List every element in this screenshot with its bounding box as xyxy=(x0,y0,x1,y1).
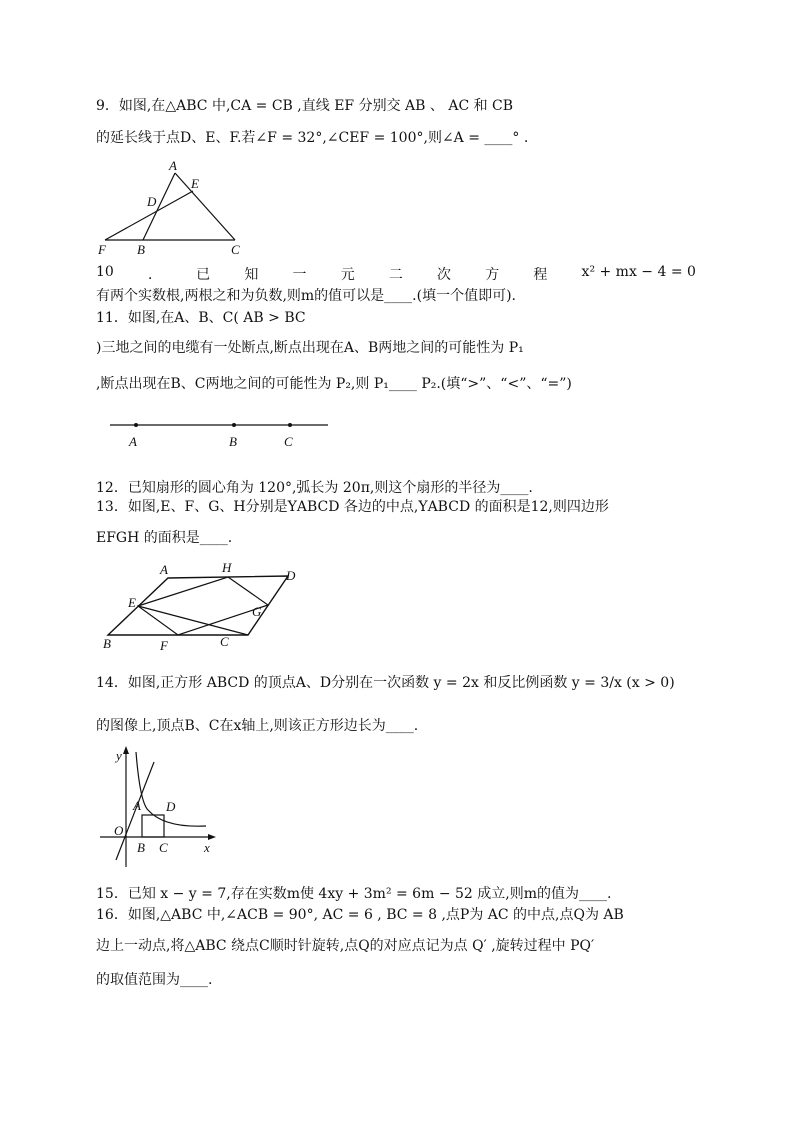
q10-word: 二 xyxy=(388,267,403,283)
q14-line-2: 的图像上,顶点B、C在x轴上,则该正方形边长为____. xyxy=(96,718,419,734)
q13-label-d: D xyxy=(286,568,296,583)
q9-line-1: 9．如图,在△ABC 中,CA = CB ,直线 EF 分别交 AB 、 AC 和 CB xyxy=(96,98,514,114)
q9-line-2: 的延长线于点D、E、F.若∠F = 32°,∠CEF = 100°,则∠A = ____° . xyxy=(96,130,529,146)
q11-line-3: ,断点出现在B、C两地之间的可能性为 P₂,则 P₁____ P₂.(填“>”、“<”、“=”) xyxy=(96,376,572,392)
q14-label-o: O xyxy=(114,823,124,838)
q10-word: 一 xyxy=(292,267,307,283)
q16-line-2: 边上一动点,将△ABC 绕点C顺时针旋转,点Q的对应点记为点 Q′ ,旋转过程中 PQ′ xyxy=(96,938,595,954)
q9-label-d: D xyxy=(147,194,157,209)
q13-label-g: G xyxy=(252,604,262,619)
q14-line-1: 14．如图,正方形 ABCD 的顶点A、D分别在一次函数 y = 2x 和反比例函数 y = 3/x (x > 0) xyxy=(96,675,675,691)
q11-label-b: B xyxy=(229,434,237,449)
q10-word: 程 xyxy=(533,267,548,283)
q9-triangle-figure xyxy=(95,158,255,258)
q14-label-b: B xyxy=(137,840,145,855)
q14-label-y: y xyxy=(116,748,122,763)
q16-line-1: 16．如图,△ABC 中,∠ACB = 90°, AC = 6 , BC = 8 ,点P为 AC 的中点,点Q为 AB xyxy=(96,907,624,923)
q13-line-2: EFGH 的面积是____. xyxy=(96,530,233,546)
q9-label-c: C xyxy=(231,242,240,257)
q10-word: 方 xyxy=(485,267,500,283)
q13-label-c: C xyxy=(220,634,229,649)
q10-word: ． xyxy=(148,267,162,283)
q14-label-c: C xyxy=(159,840,168,855)
q13-label-e: E xyxy=(128,595,136,610)
q13-label-a: A xyxy=(160,562,168,577)
q10-equation: x² + mx − 4 = 0 xyxy=(581,264,696,280)
q9-label-e: E xyxy=(191,176,199,191)
q10-line-1 xyxy=(96,264,696,284)
q13-label-h: H xyxy=(222,560,232,575)
q14-graph-figure xyxy=(94,742,224,872)
q10-word: 10 xyxy=(96,264,114,280)
q11-label-a: A xyxy=(129,434,137,449)
q9-label-b: B xyxy=(137,242,145,257)
q13-label-b: B xyxy=(103,636,111,651)
q15-line-1: 15．已知 x − y = 7,存在实数m使 4xy + 3m² = 6m − 52 成立,则m的值为____. xyxy=(96,886,612,902)
q13-line-1: 13．如图,E、F、G、H分别是ΥABCD 各边的中点,ΥABCD 的面积是12,则四边形 xyxy=(96,499,609,515)
q10-word: 元 xyxy=(340,267,355,283)
q14-label-x: x xyxy=(204,840,210,855)
q16-line-3: 的取值范围为____. xyxy=(96,972,213,988)
q14-label-d: D xyxy=(166,799,176,814)
q10-word: 次 xyxy=(437,267,452,283)
q14-label-a: A xyxy=(133,798,141,813)
q13-label-f: F xyxy=(160,638,168,653)
q9-label-a: A xyxy=(169,158,177,173)
q11-label-c: C xyxy=(284,434,293,449)
q10-word: 已 xyxy=(196,267,211,283)
q11-cable-line-figure xyxy=(108,412,338,458)
q12-line-1: 12．已知扇形的圆心角为 120°,弧长为 20π,则这个扇形的半径为____. xyxy=(96,480,533,496)
q9-label-f: F xyxy=(98,242,106,257)
q13-parallelogram-figure xyxy=(98,558,308,654)
q11-line-2: )三地之间的电缆有一处断点,断点出现在A、B两地之间的可能性为 P₁ xyxy=(96,340,524,356)
q10-line-2: 有两个实数根,两根之和为负数,则m的值可以是____.(填一个值即可). xyxy=(96,288,516,304)
q11-line-1: 11．如图,在A、B、C( AB > BC xyxy=(96,310,306,326)
q10-word: 知 xyxy=(244,267,259,283)
